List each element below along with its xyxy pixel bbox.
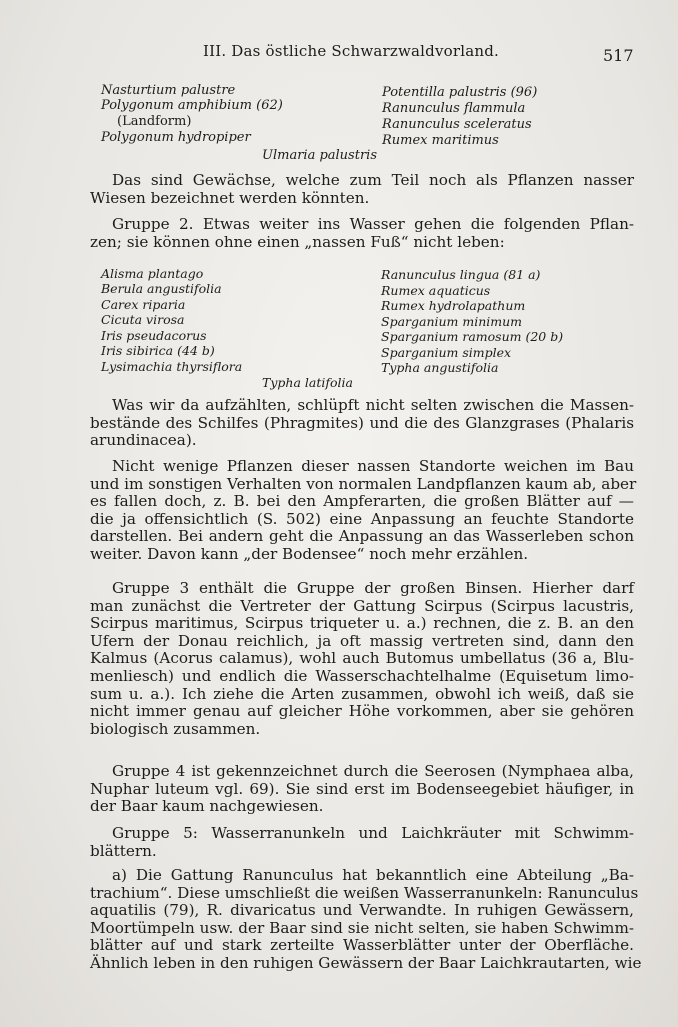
text-line: nicht immer genau auf gleicher Höhe vorkommen, aber sie gehören xyxy=(90,702,634,721)
text-line: man zunächst die Vertreter der Gattung Scirpus (Scirpus lacustris, xyxy=(90,596,634,615)
species-list2-left-2: Carex riparia xyxy=(101,297,186,312)
species-list2-left-5: Iris sibirica (44 b) xyxy=(101,343,215,358)
paragraph-1 xyxy=(90,172,634,207)
text-line: die ja offensichtlich (S. 502) eine Anpassung an feuchte Standorte xyxy=(90,509,634,528)
paragraph-3 xyxy=(90,397,634,450)
species-list2-left-0: Alisma plantago xyxy=(101,266,204,281)
text-line: Das sind Gewächse, welche zum Teil noch als Pflanzen nasser xyxy=(112,171,634,189)
text-line: aquatilis (79), R. divaricatus und Verwandte. In ruhigen Gewässern, xyxy=(90,901,634,920)
text-line: Moortümpeln usw. der Baar sind sie nicht selten, sie haben Schwimm- xyxy=(90,918,634,937)
text-line: zen; sie können ohne einen „nassen Fuß“ nicht leben: xyxy=(90,232,505,251)
text-line: weiter. Davon kann „der Bodensee“ noch mehr erzählen. xyxy=(90,544,529,563)
species-list1-right-1: Ranunculus flammula xyxy=(382,101,526,116)
text-line: blättern. xyxy=(90,841,157,860)
species-list2-right-3: Sparganium minimum xyxy=(381,314,523,329)
text-line: Ufern der Donau reichlich, ja oft massig vertreten sind, dann den xyxy=(90,631,634,650)
species-list2-right-0: Ranunculus lingua (81 a) xyxy=(381,267,541,282)
species-list2-left-4: Iris pseudacorus xyxy=(101,328,207,343)
text-line: trachium“. Diese umschließt die weißen Wasserranunkeln: Ranunculus xyxy=(90,883,639,902)
species-list2-right-6: Typha angustifolia xyxy=(381,360,499,375)
species-list1-right-0: Potentilla palustris (96) xyxy=(382,85,538,100)
species-list1-right-3: Rumex maritimus xyxy=(382,133,499,148)
text-line: Wiesen bezeichnet werden könnten. xyxy=(90,188,370,207)
species-list1-right-2: Ranunculus sceleratus xyxy=(382,117,532,132)
text-line: menliesch) und endlich die Wasserschachtelhalme (Equisetum limo- xyxy=(90,666,634,685)
species-list2-right-2: Rumex hydrolapathum xyxy=(381,298,526,313)
species-list1-left-3: Polygonum hydropiper xyxy=(101,130,251,145)
text-line: bestände des Schilfes (Phragmites) und die des Glanzgrases (Phalaris xyxy=(90,413,634,432)
species-list2-left-1: Berula angustifolia xyxy=(101,281,222,296)
paragraph-8 xyxy=(90,866,642,973)
text-line: Ähnlich leben in den ruhigen Gewässern der Baar Laichkrautarten, wie xyxy=(90,953,642,972)
text-line: arundinacea). xyxy=(90,431,197,450)
species-list2-left-3: Cicuta virosa xyxy=(101,312,185,327)
text-line: Nuphar luteum vgl. 69). Sie sind erst im Bodenseegebiet häufiger, in xyxy=(90,779,634,798)
text-line: Was wir da aufzählten, schlüpft nicht selten zwischen die Massen- xyxy=(112,396,634,414)
text-line: blätter auf und stark zerteilte Wasserblätter unter der Oberfläche. xyxy=(90,936,634,955)
paragraph-6 xyxy=(90,763,634,816)
text-line: biologisch zusammen. xyxy=(90,719,261,738)
species-list2-center: Typha latifolia xyxy=(262,375,353,390)
text-line: Nicht wenige Pflanzen dieser nassen Standorte weichen im Bau xyxy=(112,457,634,475)
species-list2-right-5: Sparganium simplex xyxy=(381,345,512,360)
page-number: 517 xyxy=(603,46,634,65)
text-line: Gruppe 2. Etwas weiter ins Wasser gehen die folgenden Pflan- xyxy=(112,215,634,233)
text-line: Gruppe 3 enthält die Gruppe der großen Binsen. Hierher darf xyxy=(112,579,634,597)
text-line: der Baar kaum nachgewiesen. xyxy=(90,797,324,816)
text-line: Kalmus (Acorus calamus), wohl auch Butomus umbellatus (36 a, Blu- xyxy=(90,649,634,668)
paragraph-4 xyxy=(90,457,637,564)
text-line: darstellen. Bei andern geht die Anpassung an das Wasserleben schon xyxy=(90,527,634,546)
text-line: und im sonstigen Verhalten von normalen Landpflanzen kaum ab, aber xyxy=(90,474,637,493)
running-head: III. Das östliche Schwarzwaldvorland. xyxy=(203,42,500,60)
paragraph-7 xyxy=(90,825,634,860)
species-list1-left-1: Polygonum amphibium (62) xyxy=(101,98,283,113)
text-line: Scirpus maritimus, Scirpus triqueter u. a.) rechnen, die z. B. an den xyxy=(90,614,634,633)
text-line: es fallen doch, z. B. bei den Ampferarten, die großen Blätter auf — xyxy=(90,492,634,511)
species-list2-right-1: Rumex aquaticus xyxy=(381,283,491,298)
paragraph-5 xyxy=(90,580,634,738)
species-list2-left-6: Lysimachia thyrsiflora xyxy=(101,359,243,374)
text-line: sum u. a.). Ich ziehe die Arten zusammen, obwohl ich weiß, daß sie xyxy=(90,684,634,703)
species-list1-left-2: (Landform) xyxy=(117,114,192,129)
species-list1-center: Ulmaria palustris xyxy=(262,148,377,163)
species-list2-right-4: Sparganium ramosum (20 b) xyxy=(381,329,564,344)
paragraph-2 xyxy=(90,216,634,251)
text-line: a) Die Gattung Ranunculus hat bekanntlich eine Abteilung „Ba- xyxy=(112,866,634,884)
text-line: Gruppe 5: Wasserranunkeln und Laichkräuter mit Schwimm- xyxy=(112,824,634,842)
text-line: Gruppe 4 ist gekennzeichnet durch die Seerosen (Nymphaea alba, xyxy=(112,762,634,780)
species-list1-left-0: Nasturtium palustre xyxy=(101,83,236,98)
